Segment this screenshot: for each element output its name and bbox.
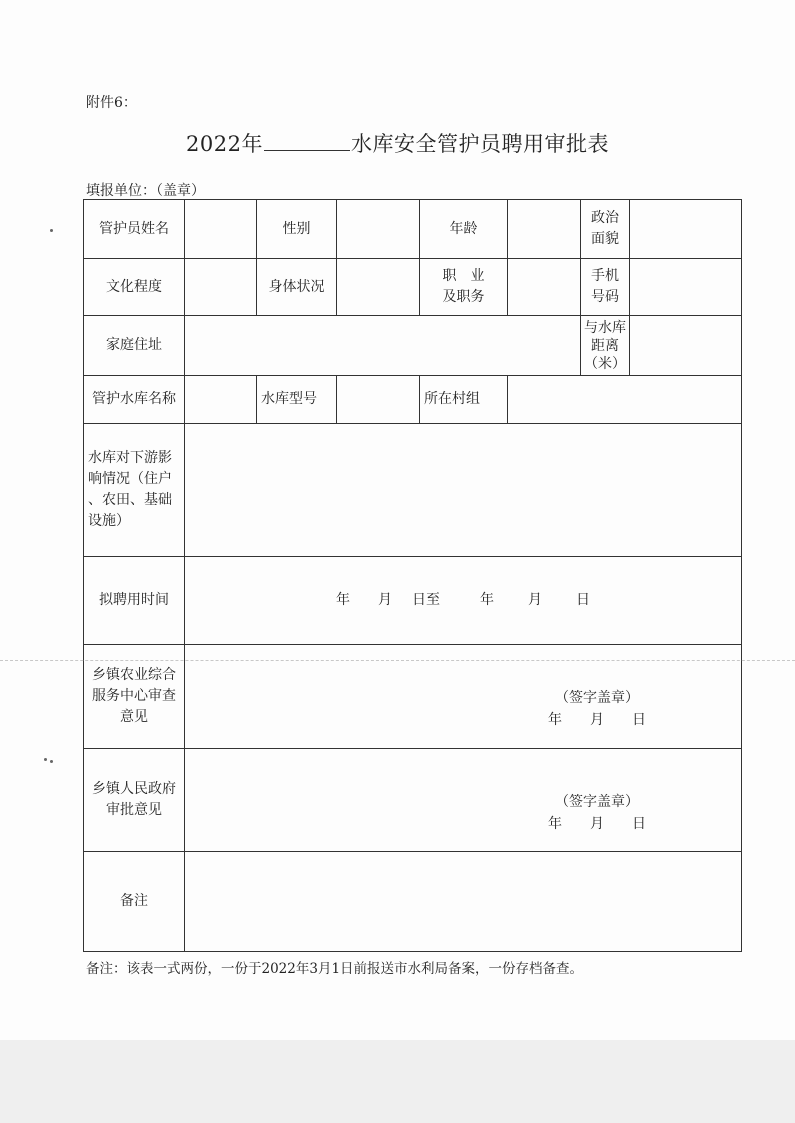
job-label [420, 259, 508, 316]
gender-field[interactable] [337, 200, 420, 259]
political-label-line2: 面貌 [591, 231, 619, 247]
signature-label: （签字盖章） [555, 689, 639, 706]
education-label: 文化程度 [84, 259, 185, 316]
table-row [84, 200, 742, 259]
age-label: 年龄 [420, 200, 508, 259]
table-row [84, 424, 742, 557]
title-text: 水库安全管护员聘用审批表 [350, 132, 609, 156]
period-start-year: 年 [336, 592, 350, 608]
reservoir-name-label: 管护水库名称 [84, 376, 185, 424]
impact-label-line3: 、农田、基础 [88, 492, 172, 508]
township-gov-label-line2: 审批意见 [106, 802, 162, 818]
scan-speck [44, 758, 47, 761]
period-field[interactable] [185, 557, 742, 645]
job-label-line1: 职 业 [442, 268, 485, 284]
job-label-line2: 及职务 [442, 289, 485, 305]
township-gov-label-line1: 乡镇人民政府 [92, 781, 176, 797]
title-blank-line[interactable] [264, 132, 350, 151]
fill-unit-label: 填报单位：（盖章） [86, 183, 205, 199]
remarks-field[interactable] [185, 852, 742, 952]
attachment-label: 附件6： [86, 95, 137, 111]
phone-label-line1: 手机 [591, 268, 619, 284]
period-end-year: 年 [480, 592, 494, 608]
distance-label-line2: 距离 [591, 337, 619, 354]
education-field[interactable] [185, 259, 257, 316]
title-year: 2022年 [186, 132, 263, 156]
address-label: 家庭住址 [84, 316, 185, 376]
signature-date: 年 月 日 [548, 815, 646, 832]
job-field[interactable] [508, 259, 581, 316]
impact-label-line4: 设施） [88, 513, 130, 529]
township-gov-opinion-field[interactable] [185, 749, 742, 852]
impact-field[interactable] [185, 424, 742, 557]
period-end-month: 月 [528, 592, 542, 608]
table-row [84, 316, 742, 376]
distance-label [581, 316, 630, 376]
scan-speck [50, 760, 53, 763]
period-label: 拟聘用时间 [84, 557, 185, 645]
health-field[interactable] [337, 259, 420, 316]
phone-label [581, 259, 630, 316]
township-gov-signature [548, 791, 646, 835]
gender-label: 性别 [257, 200, 337, 259]
impact-label-line1: 水库对下游影 [88, 450, 172, 466]
table-row [84, 852, 742, 952]
table-row [84, 557, 742, 645]
signature-date: 年 月 日 [548, 711, 646, 728]
village-label: 所在村组 [420, 376, 508, 424]
age-field[interactable] [508, 200, 581, 259]
township-center-label-line3: 意见 [120, 709, 148, 725]
township-center-label-line1: 乡镇农业综合 [92, 667, 176, 683]
table-row [84, 749, 742, 852]
approval-form-table [83, 199, 742, 952]
form-title [0, 128, 795, 158]
remarks-label: 备注 [84, 852, 185, 952]
signature-label: （签字盖章） [555, 793, 639, 810]
name-label: 管护员姓名 [84, 200, 185, 259]
health-label: 身体状况 [257, 259, 337, 316]
scan-bottom-margin [0, 1040, 795, 1123]
scan-fold-line [0, 660, 795, 661]
phone-field[interactable] [630, 259, 742, 316]
distance-label-line1: 与水库 [584, 319, 626, 336]
period-start-month: 月 [378, 592, 392, 608]
distance-field[interactable] [630, 316, 742, 376]
township-center-label-line2: 服务中心审查 [92, 688, 176, 704]
table-row [84, 259, 742, 316]
reservoir-type-field[interactable] [337, 376, 420, 424]
impact-label-line2: 响情况（住户 [88, 471, 172, 487]
impact-label [84, 424, 185, 557]
township-center-signature [548, 687, 646, 731]
period-end-day: 日 [576, 592, 590, 608]
political-label [581, 200, 630, 259]
political-label-line1: 政治 [591, 210, 619, 226]
scan-speck [50, 229, 53, 232]
table-row [84, 376, 742, 424]
village-field[interactable] [508, 376, 742, 424]
address-field[interactable] [185, 316, 581, 376]
distance-label-line3: （米） [584, 355, 626, 372]
township-gov-label [84, 749, 185, 852]
phone-label-line2: 号码 [591, 289, 619, 305]
reservoir-type-label: 水库型号 [257, 376, 337, 424]
political-field[interactable] [630, 200, 742, 259]
footnote: 备注：该表一式两份，一份于2022年3月1日前报送市水利局备案，一份存档备查。 [86, 961, 584, 977]
period-start-day: 日至 [412, 592, 440, 608]
name-field[interactable] [185, 200, 257, 259]
reservoir-name-field[interactable] [185, 376, 257, 424]
